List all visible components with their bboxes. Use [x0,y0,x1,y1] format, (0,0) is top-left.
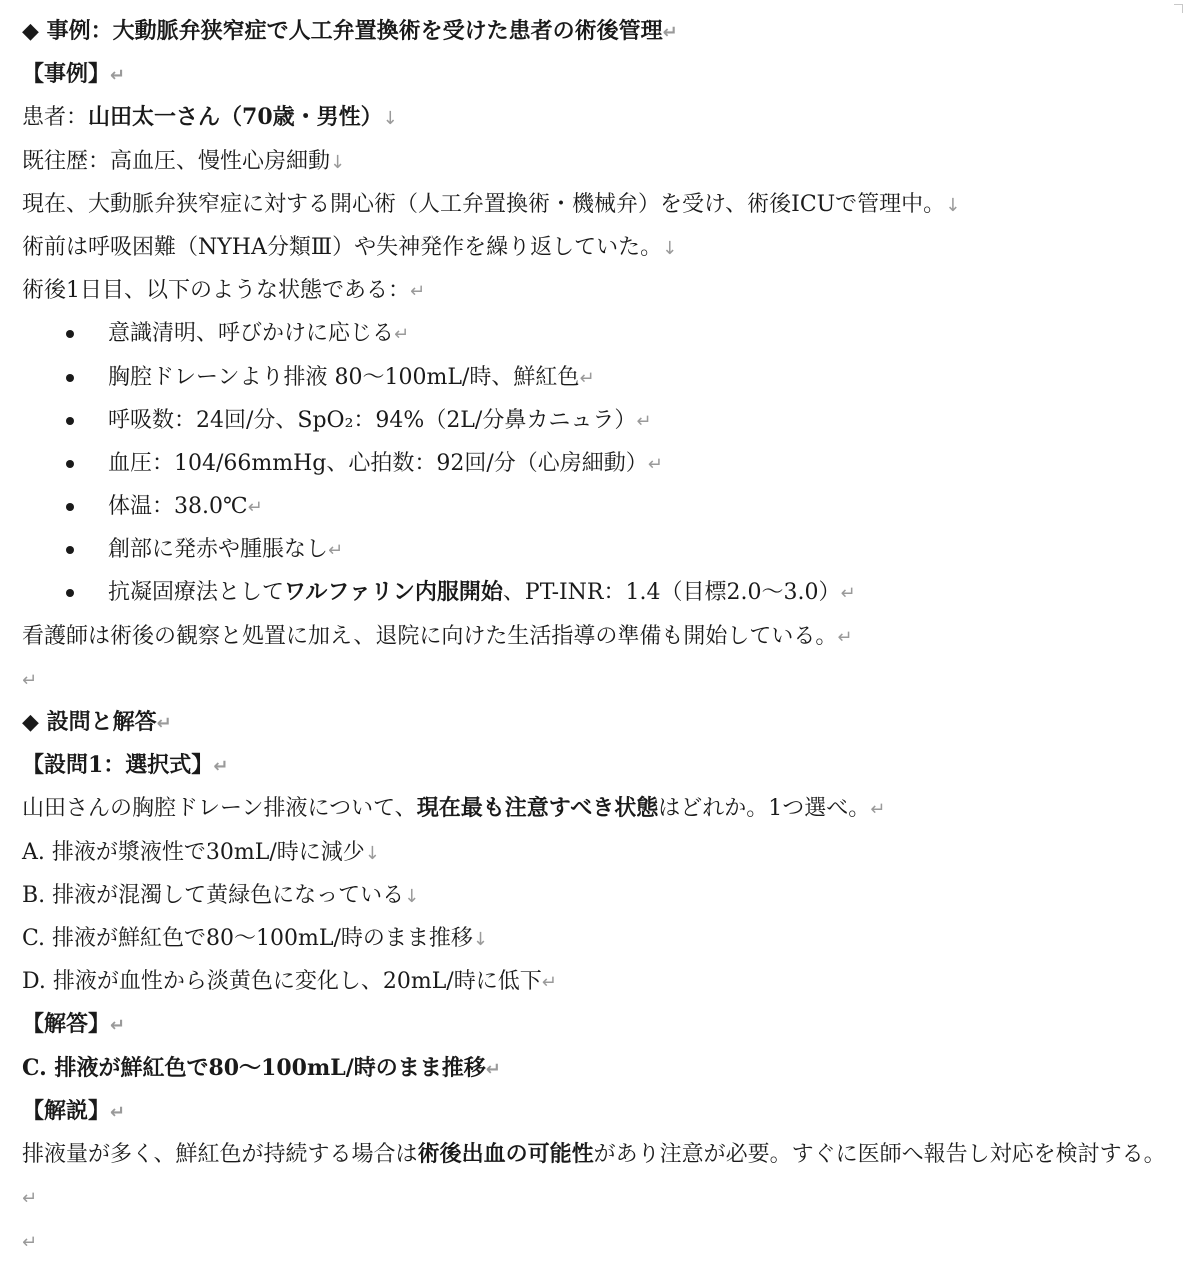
option-b: B. 排液が混濁して黄緑色になっている↓ [22,882,420,908]
paragraph-mark: ↵ [837,626,853,648]
paragraph-mark: ↵ [636,410,652,432]
answer-text: C. 排液が鮮紅色で80〜100mL/時のまま推移↵ [22,1054,501,1081]
answer-label: 【解答】↵ [22,1011,126,1038]
bullet-dot-icon [66,374,74,382]
option-d: D. 排液が血性から淡黄色に変化し、20mL/時に低下↵ [22,969,557,995]
paragraph-mark: ↵ [247,497,263,519]
paragraph-mark: ↵ [22,1232,38,1254]
option-a: A. 排液が漿液性で30mL/時に減少↓ [22,839,380,865]
preop-line: 術前は呼吸困難（NYHA分類Ⅲ）や失神発作を繰り返していた。↓ [22,234,678,260]
bullet-dot-icon [66,546,74,554]
line-break-mark: ↓ [472,928,488,950]
line-break-mark: ↓ [330,151,346,173]
paragraph-mark: ↵ [870,799,886,821]
line-break-mark: ↓ [364,842,380,864]
empty-paragraph [22,658,1179,701]
line-break-mark: ↓ [382,108,398,130]
paragraph-mark: ↵ [410,281,426,303]
current-line: 現在、大動脈弁狭窄症に対する開心術（人工弁置換術・機械弁）を受け、術後ICUで管理中。↓ [22,191,961,217]
bullet-item: 抗凝固療法としてワルファリン内服開始、PT-INR：1.4（目標2.0〜3.0）↵ [22,571,1179,614]
explanation-label: 【解説】↵ [22,1097,126,1124]
paragraph-mark: ↵ [647,453,663,475]
document-body [22,10,1179,1263]
bullet-dot-icon [66,417,74,425]
case-label: 【事例】↵ [22,61,126,88]
line-break-mark: ↓ [404,885,420,907]
paragraph-mark: ↵ [22,669,38,691]
paragraph-mark: ↵ [22,1188,38,1210]
paragraph-mark: ↵ [485,1058,501,1080]
bullet-dot-icon [66,589,74,597]
paragraph-mark: ↵ [156,713,172,734]
history-line: 既往歴：高血圧、慢性心房細動↓ [22,148,346,174]
paragraph-mark: ↵ [328,540,344,562]
bullet-item: 血圧：104/66mmHg、心拍数：92回/分（心房細動）↵ [22,442,1179,485]
paragraph-mark: ↵ [541,972,557,994]
paragraph-mark: ↵ [213,756,229,778]
patient-line: 患者：山田太一さん（70歳・男性）↓ [22,104,398,131]
paragraph-mark: ↵ [579,367,595,389]
bullet-item: 意識清明、呼びかけに応じる↵ [22,312,1179,355]
closing-line: 看護師は術後の観察と処置に加え、退院に向けた生活指導の準備も開始している。↵ [22,623,853,649]
bullet-dot-icon [66,460,74,468]
paragraph-mark: ↵ [840,583,856,605]
question1-label: 【設問1：選択式】↵ [22,752,229,779]
paragraph-mark: ↵ [110,1101,126,1123]
line-break-mark: ↓ [945,194,961,216]
paragraph-mark: ↵ [662,22,678,43]
paragraph-mark: ↵ [110,65,126,87]
qa-heading: ◆ 設問と解答↵ [22,709,172,735]
explanation-text: 排液量が多く、鮮紅色が持続する場合は術後出血の可能性があり注意が必要。すぐに医師へ報告し対応を検討する。↵ [22,1140,1166,1210]
patient-name: 山田太一さん（70歳・男性） [88,104,383,131]
paragraph-mark: ↵ [110,1015,126,1037]
option-c: C. 排液が鮮紅色で80〜100mL/時のまま推移↓ [22,925,488,951]
bullet-item: 呼吸数：24回/分、SpO₂：94%（2L/分鼻カニュラ）↵ [22,399,1179,442]
paragraph-mark: ↵ [394,324,410,346]
bullet-item: 創部に発赤や腫脹なし↵ [22,528,1179,571]
status-intro-line: 術後1日目、以下のような状態である：↵ [22,278,426,304]
bullet-dot-icon [66,503,74,511]
bullet-dot-icon [66,330,74,338]
case-heading: ◆ 事例：大動脈弁狭窄症で人工弁置換術を受けた患者の術後管理↵ [22,18,678,44]
bullet-item: 胸腔ドレーンより排液 80〜100mL/時、鮮紅色↵ [22,356,1179,399]
question1-text: 山田さんの胸腔ドレーン排液について、現在最も注意すべき状態はどれか。1つ選べ。↵ [22,795,886,822]
line-break-mark: ↓ [662,237,678,259]
bullet-item: 体温：38.0℃↵ [22,485,1179,528]
